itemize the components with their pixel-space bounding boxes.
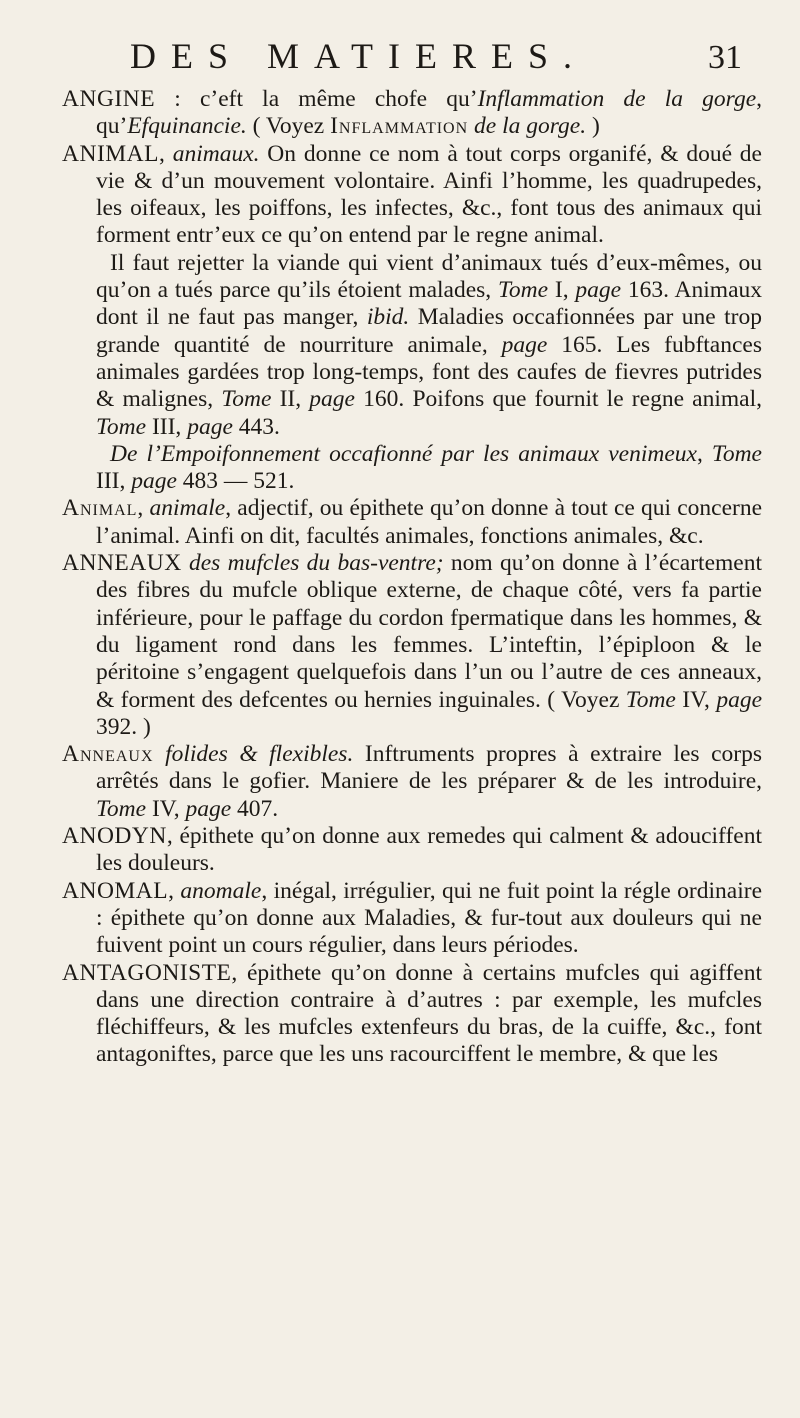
entry-anneaux: ANNEAUX des mufcles du bas-ventre; nom qu’on donne à l’écartement des fibres du mufcle oblique externe, de chaque côté, vers fa partie inférieure, pour le paffage du cordon fpermatique dans les hommes, & du ligament rond dans les femmes. L’inteftin, l’épiploon & le péritoine s’engagent quelquefois dans l’un ou l’autre de ces anneaux, & forment des defcentes ou hernies inguinales. ( Voyez Tome IV, page 392. ) bbox=[62, 550, 762, 740]
page-number: 31 bbox=[708, 39, 742, 76]
entry-headword: ANNEAUX bbox=[62, 550, 182, 577]
entry-angine: ANGINE : c’eft la même chofe qu’Inflammation de la gorge, qu’Efquinancie. ( Voyez Inflammation de la gorge. ) bbox=[62, 86, 762, 140]
subentry-animal-poison: De l’Empoifonnement occafionné par les animaux venimeux, Tome III, page 483 — 521. bbox=[96, 440, 762, 495]
entry-headword: Anneaux bbox=[62, 741, 154, 768]
entry-antagoniste: ANTAGONISTE, épithete qu’on donne à certains mufcles qui agiffent dans une direction contraire à d’autres : par exemple, les mufcles fléchiffeurs, & les mufcles extenfeurs du bras, de la cuiffe, &c., font antagoniftes, parce que les uns racourciffent le membre, & que les bbox=[62, 959, 762, 1068]
entry-headword: ANODYN bbox=[62, 823, 167, 850]
entry-headword: ANTAGONISTE bbox=[62, 959, 232, 986]
entry-headword: ANIMAL bbox=[62, 140, 159, 167]
entry-anomal: ANOMAL, anomale, inégal, irrégulier, qui ne fuit point la régle ordinaire : épithete qu’on donne aux Maladies, & fur-tout aux douleurs qui ne fuivent point un cours régulier, dans leurs périodes. bbox=[62, 877, 763, 959]
running-header: DES MATIERES. bbox=[130, 36, 588, 76]
entry-headword: Animal bbox=[62, 495, 138, 522]
cross-reference: Inflammation bbox=[330, 113, 469, 140]
entry-anneaux-solides: Anneaux folides & flexibles. Inftruments propres à extraire les corps arrêtés dans le gofier. Maniere de les préparer & de les introduire, Tome IV, page 407. bbox=[62, 741, 763, 822]
entry-headword: ANOMAL bbox=[62, 877, 169, 904]
index-body bbox=[62, 86, 762, 1069]
entry-animal: ANIMAL, animaux. On donne ce nom à tout corps organifé, & doué de vie & d’un mouvement volontaire. Ainfi l’homme, les quadrupedes, les oifeaux, les poiffons, les infectes, &c., font tous des animaux qui forment entr’eux ce qu’on entend par le regne animal. bbox=[62, 140, 762, 249]
entry-headword: ANGINE bbox=[62, 86, 156, 112]
entry-animal-adjective: Animal, animale, adjectif, ou épithete qu’on donne à tout ce qui concerne l’animal. Ainfi on dit, facultés animales, fonctions animales, &c. bbox=[62, 495, 763, 549]
entry-anodyn: ANODYN, épithete qu’on donne aux remedes qui calment & adouciffent les douleurs. bbox=[62, 823, 762, 877]
subentry-animal-food: Il faut rejetter la viande qui vient d’animaux tués d’eux-mêmes, ou qu’on a tués parce qu’ils étoient malades, Tome I, page 163. Animaux dont il ne faut pas manger, ibid. Maladies occafionnées par une trop grande quantité de nourriture animale, page 165. Les fubftances animales gardées trop long-temps, font des caufes de fievres putrides & malignes, Tome II, page 160. Poifons que fournit le regne animal, Tome III, page 443. bbox=[96, 249, 763, 440]
